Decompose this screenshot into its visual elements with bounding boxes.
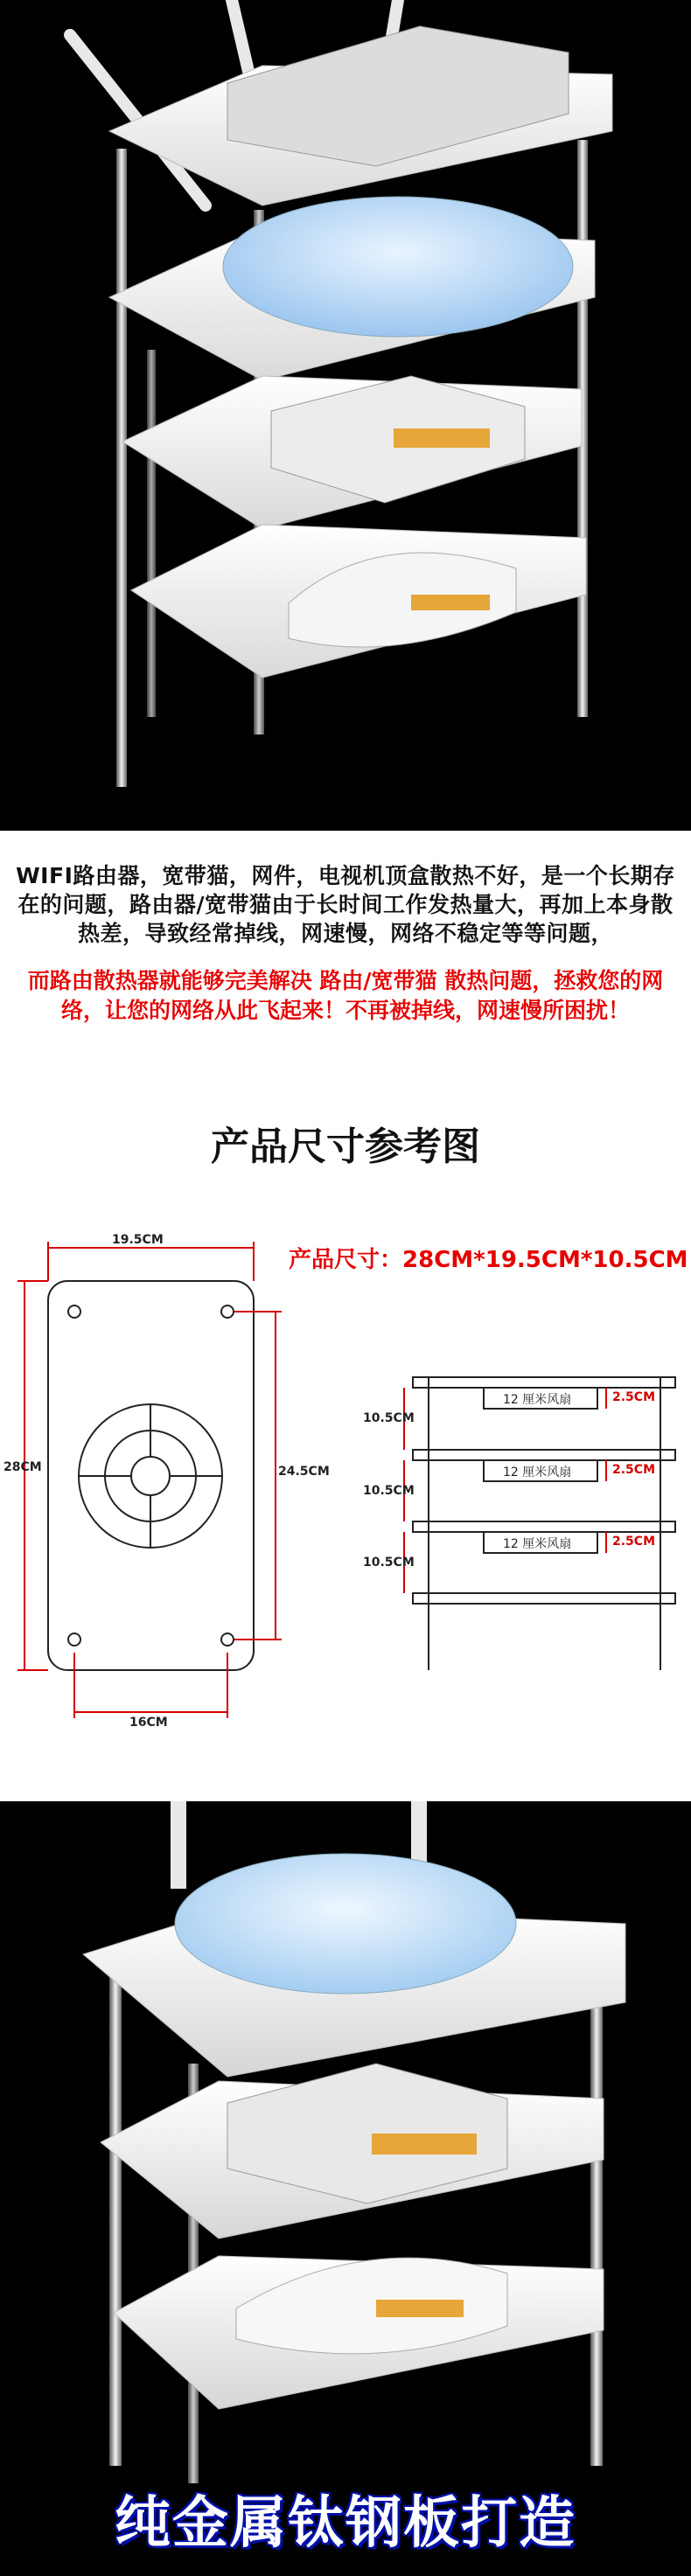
height-left-label: 28CM <box>3 1460 42 1474</box>
description-black-text: WIFI路由器，宽带猫，网件，电视机顶盒散热不好，是一个长期存在的问题，路由器/宽带猫由于长时间工作发热量大，再加上本身散热差，导致经常掉线，网速慢，网络不稳定等等问题， <box>16 863 675 946</box>
bottom-banner-text: 纯金属钛钢板打造 <box>115 2491 576 2556</box>
fan-label-3: 12 厘米风扇 <box>503 1537 572 1551</box>
description-red-text: 而路由散热器就能够完美解决 路由/宽带猫 散热问题，拯救您的网络，让您的网络从此飞起来！不再被掉线，网速慢所困扰！ <box>27 968 664 1023</box>
hole-horizontal-label: 16CM <box>129 1716 168 1730</box>
fan-vent-pattern <box>79 1404 222 1548</box>
tier-height-1: 10.5CM <box>363 1411 415 1425</box>
stand-closeup-illustration <box>0 1801 691 2576</box>
tier-height-2: 10.5CM <box>363 1484 415 1498</box>
tier-height-3: 10.5CM <box>363 1556 415 1570</box>
description-section <box>0 831 691 1084</box>
fan-label-1: 12 厘米风扇 <box>503 1393 572 1407</box>
fan-clearance-1: 2.5CM <box>612 1390 656 1404</box>
dimension-diagram <box>0 1198 691 1801</box>
size-title: 产品尺寸参考图 <box>211 1124 480 1169</box>
fan-clearance-3: 2.5CM <box>612 1535 656 1549</box>
top-product-photo <box>0 0 691 831</box>
fan-clearance-2: 2.5CM <box>612 1463 656 1477</box>
fan-label-2: 12 厘米风扇 <box>503 1466 572 1479</box>
product-size-label: 产品尺寸：28CM*19.5CM*10.5CM <box>289 1247 688 1273</box>
bottom-product-photo <box>0 1801 691 2576</box>
width-top-label: 19.5CM <box>112 1233 164 1247</box>
dimension-drawing <box>0 1198 691 1801</box>
size-title-section <box>0 1084 691 1198</box>
side-view <box>413 1377 675 1670</box>
stand-with-routers-illustration <box>0 0 691 831</box>
hole-vertical-label: 24.5CM <box>278 1465 330 1479</box>
